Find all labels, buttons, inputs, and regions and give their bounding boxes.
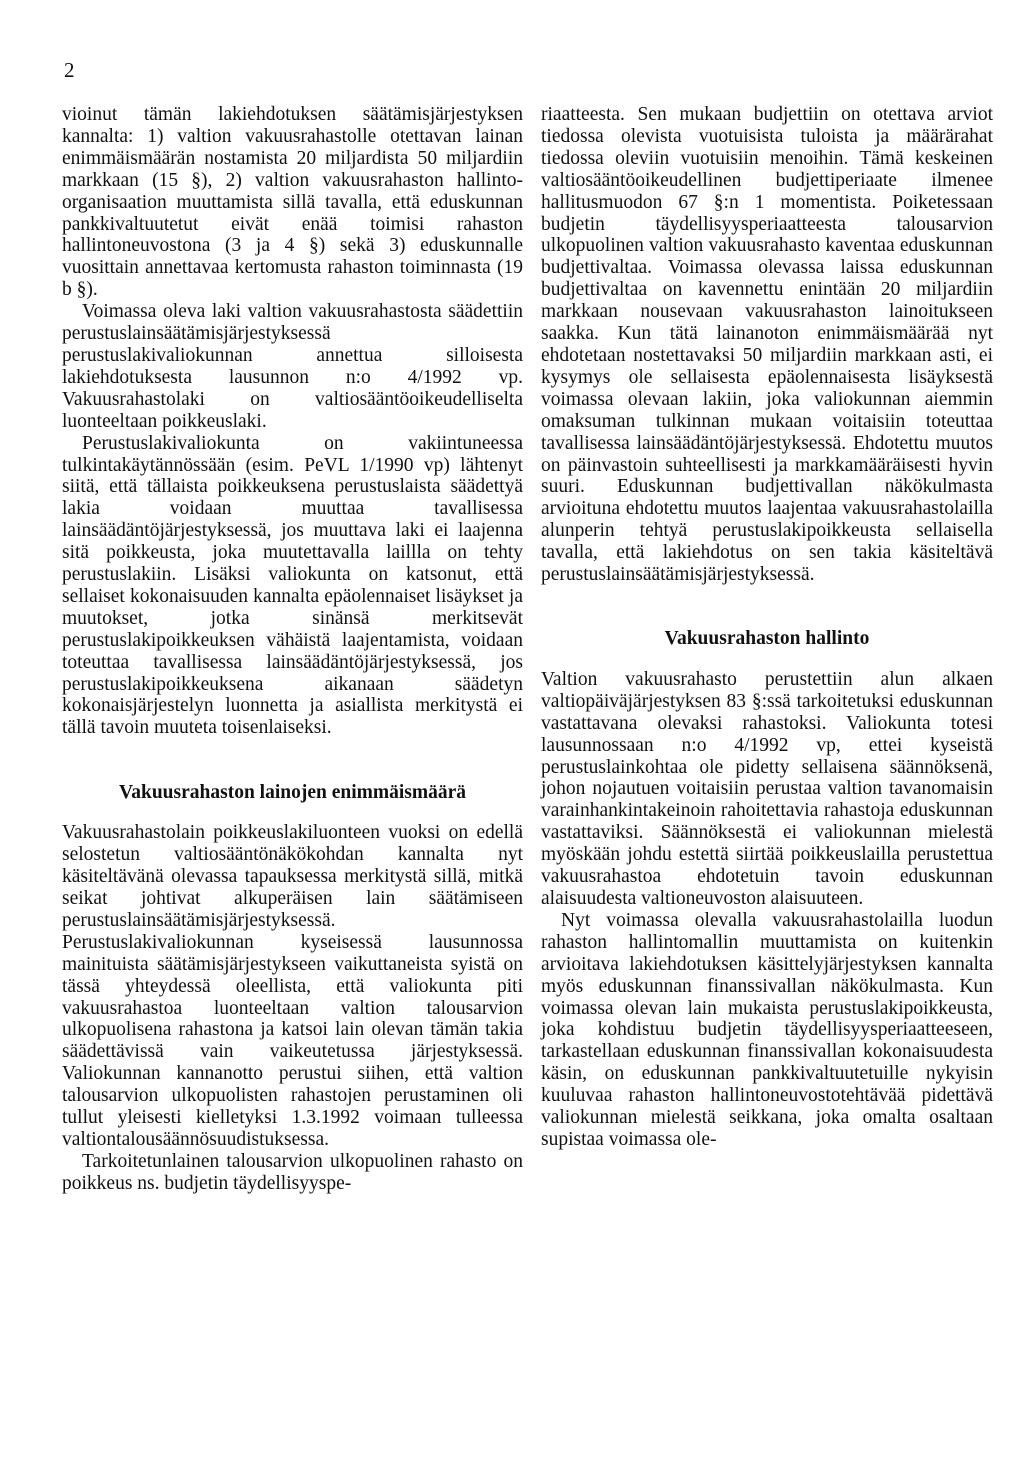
section-heading: Vakuusrahaston hallinto bbox=[664, 627, 870, 649]
section-heading: Vakuusrahaston lainojen enimmäismäärä bbox=[118, 782, 467, 804]
left-column bbox=[62, 104, 523, 1195]
paragraph: vioinut tämän lakiehdotuksen säätämisjärjestyksen kannalta: 1) valtion vakuusrahastolle otettavan lainan enimmäismäärän nostamista 20 miljardista 50 miljardiin markkaan (15 §), 2) valtion vakuusrahaston hallinto-organisaation muuttamista sillä tavalla, että eduskunnan pankkivaltuutetut eivät enää toimisi rahaston hallintoneuvostona (3 ja 4 §) sekä 3) eduskunnalle vuosittain annettavaa kertomusta rahaston toiminnasta (19 b §). bbox=[62, 104, 523, 301]
paragraph: riaatteesta. Sen mukaan budjettiin on otettava arviot tiedossa olevista vuotuisista tuloista ja määrärahat tiedossa oleviin vuotuisiin menoihin. Tämä keskeinen valtiosääntöoikeudellinen budjettiperiaate ilmenee hallitusmuodon 67 §:n 1 momentista. Poiketessaan budjetin täydellisyysperiaatteesta talousarvion ulkopuolinen valtion vakuusrahasto kaventaa eduskunnan budjettivaltaa. Voimassa olevassa laissa eduskunnan budjettivaltaa on kavennettu enintään 20 miljardiin markkaan nousevaan vakuusrahaston lainoitukseen saakka. Kun tätä lainanoton enimmäismäärää nyt ehdotetaan nostettavaksi 50 miljardiin markkaan asti, ei kysymys ole sellaisesta epäolennaisesta lisäyksestä voimassa olevaan lakiin, joka valiokunnan aiemmin omaksuman tulkinnan mukaan voitaisiin toteuttaa tavallisessa lainsäädäntöjärjestyksessä. Ehdotettu muutos on päinvastoin suhteellisesti ja markkamääräisesti hyvin suuri. Eduskunnan budjettivallan näkökulmasta arvioituna ehdotettu muutos laajentaa vakuusrahastolailla alunperin tehtyä perustuslakipoikkeusta sellaisella tavalla, että lakiehdotus on sen takia käsiteltävä perustuslainsäätämisjärjestyksessä. bbox=[541, 104, 993, 586]
paragraph: Vakuusrahastolain poikkeuslakiluonteen vuoksi on edellä selostetun valtiosääntönäkökohdan kannalta nyt käsiteltävänä olevassa tapauksessa merkitystä sillä, mitkä seikat johtivat alkuperäisen lain säätämiseen perustuslainsäätämisjärjestyksessä. Perustuslakivaliokunnan kyseisessä lausunnossa mainituista säätämisjärjestykseen vaikuttaneista syistä on tässä yhteydessä oleellista, että valiokunta piti vakuusrahastoa luonteeltaan valtion talousarvion ulkopuolisena rahastona ja katsoi lain olevan tämän takia säädettävissä vain vaikeutetussa järjestyksessä. Valiokunnan kannanotto perustui siihen, että valtion talousarvion ulkopuolisten rahastojen perustaminen oli tullut yleisesti kielletyksi 1.3.1992 voimaan tulleessa valtiontalousäännösuudistuksessa. bbox=[62, 822, 523, 1150]
paragraph: Valtion vakuusrahasto perustettiin alun alkaen valtiopäiväjärjestyksen 83 §:ssä tarkoitetuksi eduskunnan vastattavana olevaksi rahastoksi. Valiokunta totesi lausunnossaan n:o 4/1992 vp, ettei kyseistä perustuslainkohtaa ole pidetty sellaisena säännöksenä, johon nojautuen voitaisiin perustaa valtion tavanomaisin varainhankintakeinoin rahoitettavia rahastoja eduskunnan vastattaviksi. Säännöksestä ei valiokunnan mielestä myöskään johdu estettä siirtää poikkeuslailla perustettua vakuusrahastoa ehdotetuin tavoin eduskunnan alaisuudesta valtioneuvoston alaisuuteen. bbox=[541, 668, 993, 909]
paragraph: Perustuslakivaliokunta on vakiintuneessa tulkintakäytännössään (esim. PeVL 1/1990 vp) lähtenyt siitä, että tällaista poikkeuksena perustuslaista säädettyä lakia voidaan muuttaa tavallisessa lainsäädäntöjärjestyksessä, jos muuttava laki ei laajenna sitä poikkeusta, joka muutettavalla laillla on tehty perustuslakiin. Lisäksi valiokunta on katsonut, että sellaiset kokonaisuuden kannalta epäolennaiset lisäykset ja muutokset, jotka sinänsä merkitsevät perustuslakipoikkeuksen vähäistä laajentamista, voidaan toteuttaa tavallisessa lainsäädäntöjärjestyksessä, jos perustuslakipoikkeuksena aikanaan säädetyn kokonaisjärjestelyn luonnetta ja asiallista merkitystä ei tällä tavoin muuteta toisenlaiseksi. bbox=[62, 432, 523, 739]
paragraph: Voimassa oleva laki valtion vakuusrahastosta säädettiin perustuslainsäätämisjärjestyksessä perustuslakivaliokunnan annettua silloisesta lakiehdotuksesta lausunnon n:o 4/1992 vp. Vakuusrahastolaki on valtiosääntöoikeudelliselta luonteeltaan poikkeuslaki. bbox=[62, 301, 523, 432]
page-number: 2 bbox=[64, 58, 75, 82]
paragraph: Tarkoitetunlainen talousarvion ulkopuolinen rahasto on poikkeus ns. budjetin täydellisyyspe- bbox=[62, 1150, 523, 1194]
right-column bbox=[541, 104, 993, 1151]
paragraph: Nyt voimassa olevalla vakuusrahastolailla luodun rahaston hallintomallin muuttamista on kuitenkin arvioitava lakiehdotuksen käsittelyjärjestyksen kannalta myös eduskunnan finanssivallan näkökulmasta. Kun voimassa olevan lain mukaista perustuslakipoikkeusta, joka kohdistuu budjetin täydellisyysperiaatteeseen, tarkastellaan eduskunnan finanssivallan kokonaisuudesta käsin, on eduskunnan pankkivaltuutetuille nykyisin kuuluvaa rahaston hallintoneuvostotehtävää pidettävä valiokunnan mielestä seikkana, joka omalta osaltaan supistaa voimassa ole- bbox=[541, 909, 993, 1150]
